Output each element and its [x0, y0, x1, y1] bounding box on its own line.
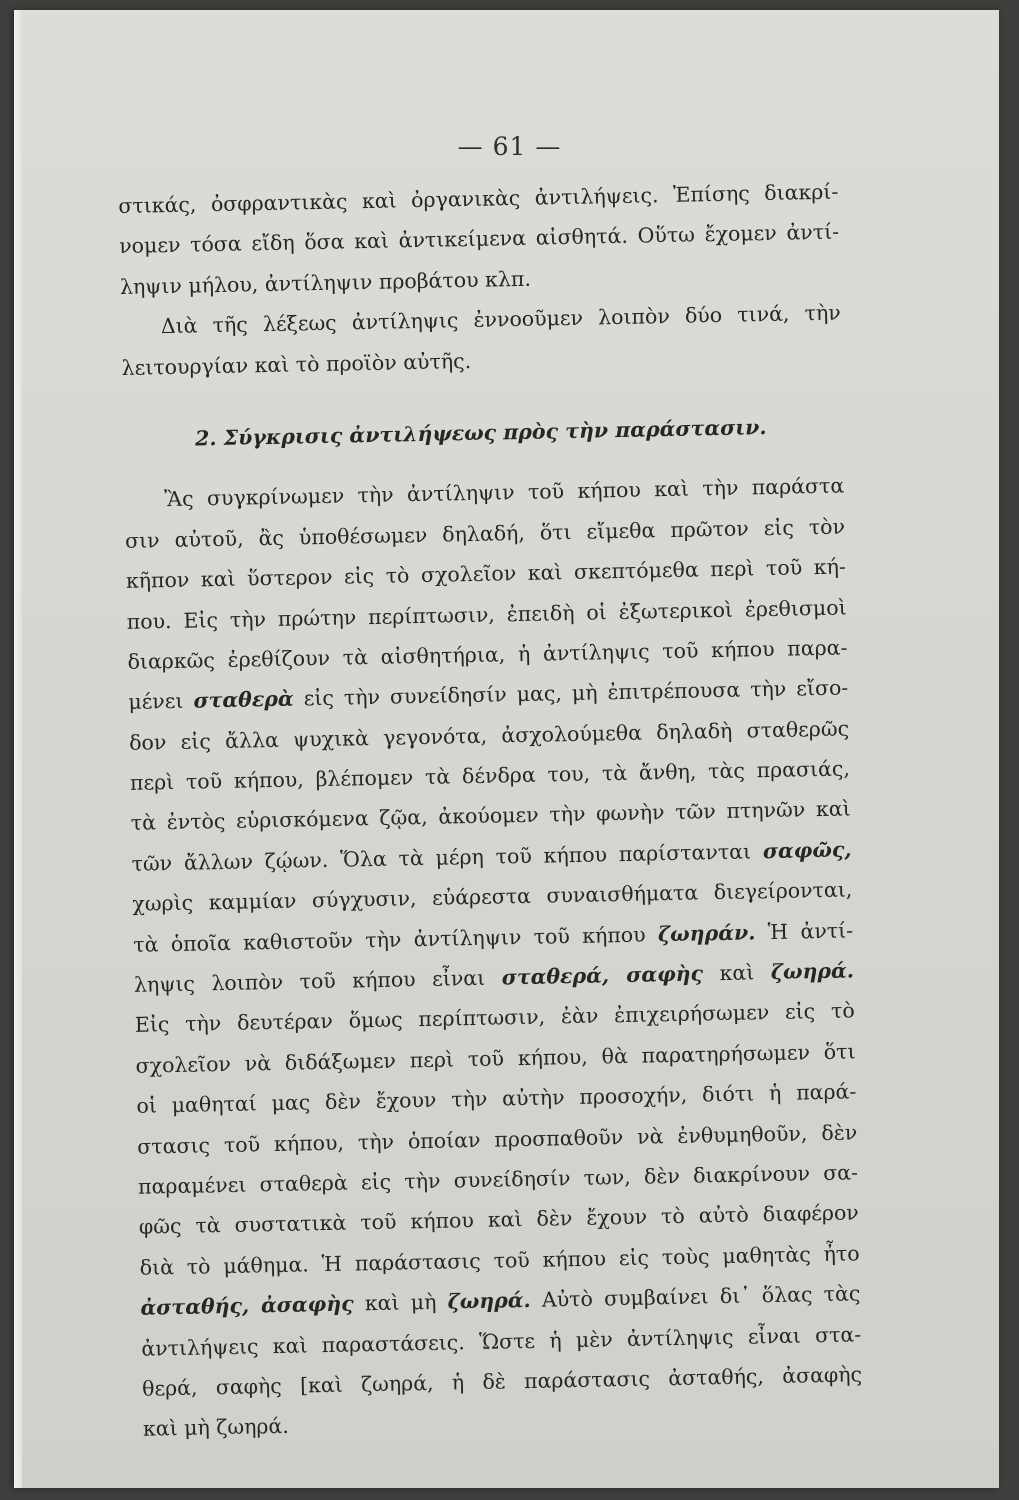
text-run: Αὐτὸ συμβαίνει δι᾿ ὅλας τὰς	[541, 1281, 861, 1312]
emphasis: ζωηρά.	[770, 958, 855, 985]
emphasis: σαφῶς,	[762, 837, 852, 864]
text-line: φῶς τὰ συστατικὰ τοῦ κήπου καὶ δὲν ἔχουν τὸ αὐτὸ διαφέρον	[138, 1200, 859, 1240]
emphasis: ζωηράν.	[657, 920, 756, 946]
text-line: παραμένει σταθερὰ εἰς τὴν συνείδησίν των, δὲν διακρίνουν σα-	[137, 1160, 859, 1199]
text-run: ληψις λοιπὸν τοῦ κήπου εἶναι	[133, 965, 486, 997]
text-line: Διὰ τῆς λέξεως ἀντίληψις ἐννοοῦμεν λοιπὸν δύο τινά, τὴν	[160, 300, 841, 339]
text-line: τὰ ἐντὸς εὑρισκόμενα ζῷα, ἀκούομεν τὴν φωνὴν τῶν πτηνῶν καὶ	[130, 796, 851, 836]
text-run: τὰ ὁποῖα καθιστοῦν τὴν ἀντίληψιν τοῦ κήπου	[132, 922, 646, 957]
text-run: τῶν ἄλλων ζῴων. Ὅλα τὰ μέρη τοῦ κήπου παρίστανται	[131, 839, 752, 876]
emphasis: ζωηρά.	[447, 1288, 531, 1314]
text-line: στασις τοῦ κήπου, τὴν ὁποίαν προσπαθοῦν νὰ ἐνθυμηθοῦν, δὲν	[137, 1119, 858, 1159]
section-heading: 2. Σύγκρισις ἀντιλήψεως πρὸς τὴν παράστασιν.	[194, 414, 767, 451]
text-line: περὶ τοῦ κήπου, βλέπομεν τὰ δένδρα του, τὰ ἄνθη, τὰς πρασιάς,	[129, 756, 851, 795]
text-line: λειτουργίαν καὶ τὸ προϊὸν αὐτῆς.	[121, 348, 472, 380]
text-run: καὶ	[719, 960, 755, 986]
text-line: οἱ μαθηταί μας δὲν ἔχουν τὴν αὐτὴν προσοχήν, διότι ἡ παρά-	[136, 1079, 857, 1119]
text-line: δον εἰς ἄλλα ψυχικὰ γεγονότα, ἀσχολούμεθα δηλαδὴ σταθερῶς	[128, 716, 850, 755]
emphasis: σταθερά, σαφὴς	[501, 961, 704, 990]
text-line: Ἂς συγκρίνωμεν τὴν ἀντίληψιν τοῦ κήπου καὶ τὴν παράστα	[164, 473, 845, 512]
text-line: που. Εἰς τὴν πρώτην περίπτωσιν, ἐπειδὴ οἱ ἐξωτερικοὶ ἐρεθισμοὶ	[126, 594, 847, 634]
text-line: διαρκῶς ἐρεθίζουν τὰ αἰσθητήρια, ἡ ἀντίληψις τοῦ κήπου παρα-	[127, 635, 848, 674]
text-line: ληψιν μήλου, ἀντίληψιν προβάτου κλπ.	[119, 266, 532, 299]
text-line: νομεν τόσα εἴδη ὅσα καὶ ἀντικείμενα αἰσθητά. Οὕτω ἔχομεν ἀντί-	[118, 219, 840, 259]
text-line: θερά, σαφὴς [καὶ ζωηρά, ἡ δὲ παράστασις ἀσταθής, ἀσαφὴς	[141, 1362, 863, 1401]
body-text	[118, 172, 863, 1450]
text-run: εἰς τὴν συνείδησίν μας, μὴ ἐπιτρέπουσα τὴν εἴσο-	[303, 675, 849, 711]
text-line: σχολεῖον νὰ διδάξωμεν περὶ τοῦ κήπου, θὰ παρατηρήσωμεν ὅτι	[135, 1039, 856, 1078]
text-line: καὶ μὴ ζωηρά.	[142, 1414, 290, 1442]
text-line: στικάς, ὀσφραντικὰς καὶ ὀργανικὰς ἀντιλήψεις. Ἐπίσης διακρί-	[118, 179, 839, 218]
text-line: κῆπον καὶ ὕστερον εἰς τὸ σχολεῖον καὶ σκεπτόμεθα περὶ τοῦ κή-	[125, 554, 847, 594]
text-run: Ἡ ἀντί-	[767, 918, 854, 944]
text-line: χωρὶς καμμίαν σύγχυσιν, εὐάρεστα συναισθήματα διεγείρονται,	[132, 877, 853, 917]
text-run: μένει	[128, 689, 184, 715]
emphasis: σταθερὰ	[193, 686, 294, 713]
text-line: ἀντιλήψεις καὶ παραστάσεις. Ὥστε ἡ μὲν ἀντίληψις εἶναι στα-	[141, 1321, 862, 1361]
emphasis: ἀσταθής, ἀσαφὴς	[140, 1291, 354, 1320]
text-line: σιν αὐτοῦ, ἂς ὑποθέσωμεν δηλαδή, ὅτι εἴμεθα πρῶτον εἰς τὸν	[124, 514, 846, 553]
page-number: — 61 —	[457, 132, 562, 161]
text-line: Εἰς τὴν δευτέραν ὅμως περίπτωσιν, ἐὰν ἐπιχειρήσωμεν εἰς τὸ	[134, 998, 855, 1038]
text-line: διὰ τὸ μάθημα. Ἡ παράστασις τοῦ κήπου εἰς τοὺς μαθητὰς ἦτο	[139, 1241, 860, 1280]
page-edge	[14, 10, 22, 1488]
text-run: καὶ μὴ	[364, 1289, 437, 1316]
